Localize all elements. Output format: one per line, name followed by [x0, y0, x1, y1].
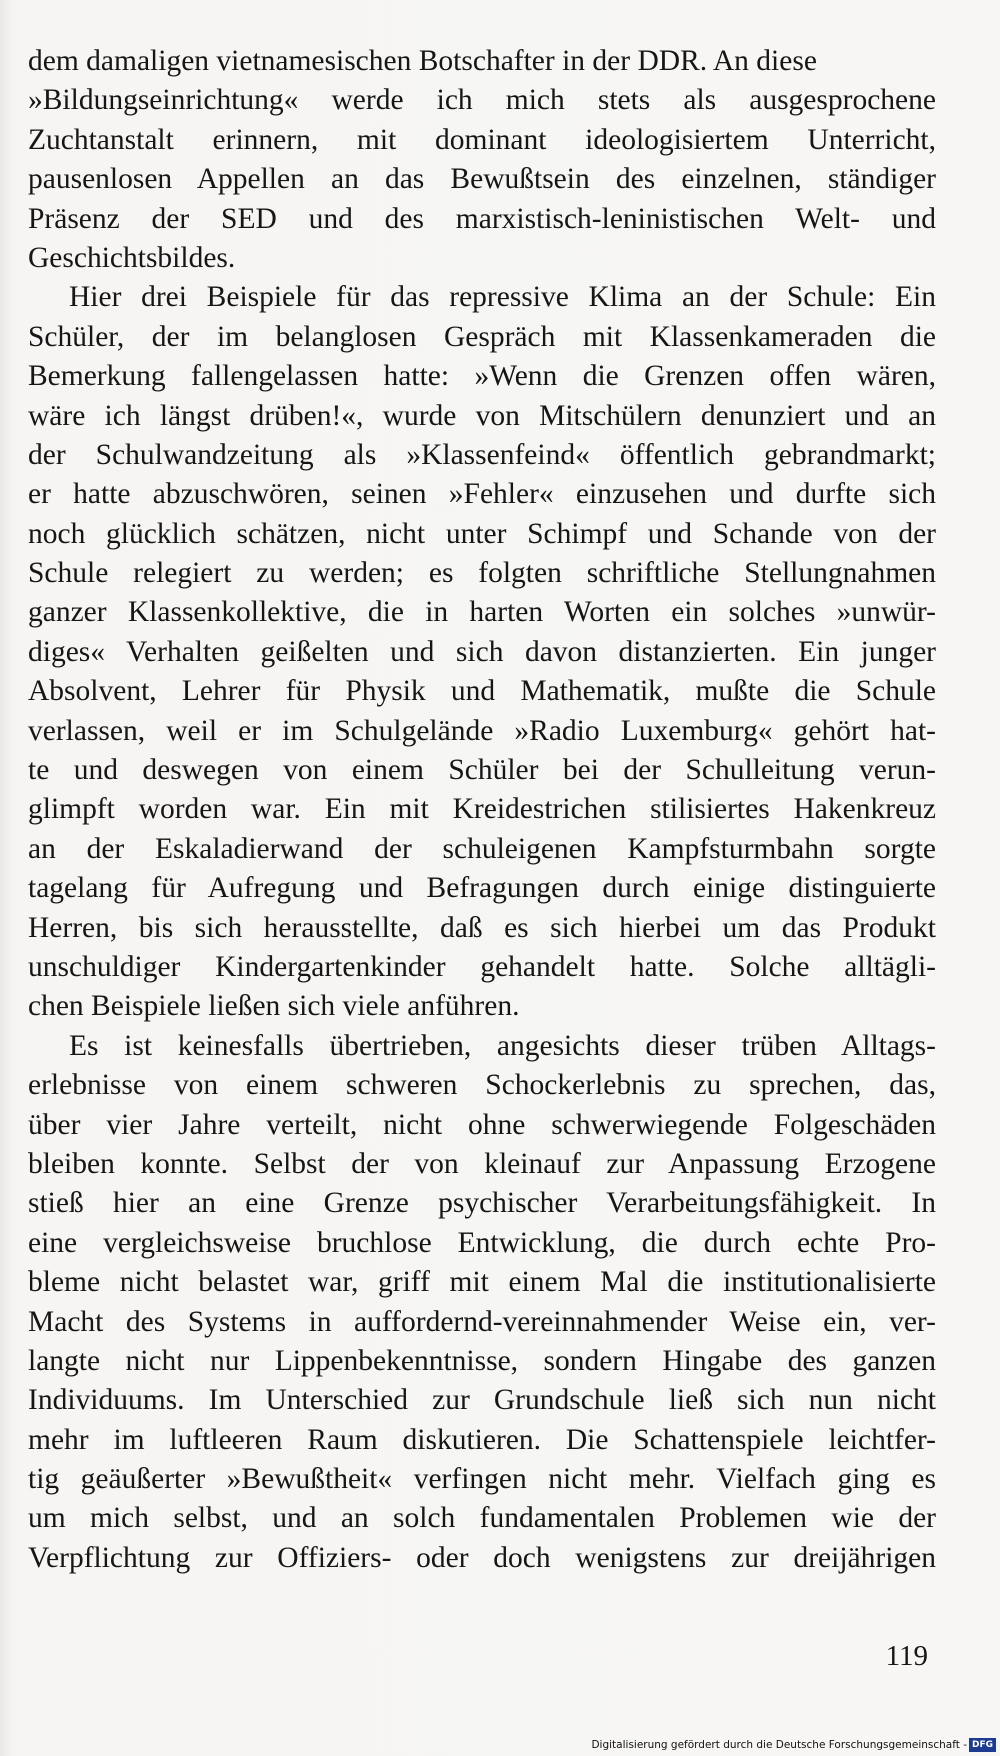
text-line: über vier Jahre verteilt, nicht ohne schwerwiegende Folgeschäden	[28, 1108, 936, 1141]
text-line: Schule relegiert zu werden; es folgten schriftliche Stellungnahmen	[28, 557, 936, 590]
text-line: bleiben konnte. Selbst der von kleinauf zur Anpassung Erzogene	[28, 1147, 936, 1180]
body-text	[28, 42, 936, 1578]
text-line: glimpft worden war. Ein mit Kreidestrichen stilisiertes Hakenkreuz	[28, 793, 936, 826]
text-line: diges« Verhalten geißelten und sich davon distanzierten. Ein junger	[28, 635, 936, 668]
text-line: Bemerkung fallengelassen hatte: »Wenn die Grenzen offen wären,	[28, 360, 936, 393]
text-line: Absolvent, Lehrer für Physik und Mathematik, mußte die Schule	[28, 675, 936, 708]
text-line: Hier drei Beispiele für das repressive Klima an der Schule: Ein	[69, 281, 936, 314]
text-line: tagelang für Aufregung und Befragungen durch einige distinguierte	[28, 872, 936, 905]
text-line: pausenlosen Appellen an das Bewußtsein des einzelnen, ständiger	[28, 163, 936, 196]
digitization-footer	[591, 1738, 996, 1752]
text-line: verlassen, weil er im Schulgelände »Radio Luxemburg« gehört hat-	[28, 714, 936, 747]
text-line: Es ist keinesfalls übertrieben, angesichts dieser trüben Alltags-	[69, 1029, 936, 1062]
text-line: eine vergleichsweise bruchlose Entwicklung, die durch echte Pro-	[28, 1226, 936, 1259]
text-line: ganzer Klassenkollektive, die in harten Worten ein solches »unwür-	[28, 596, 936, 629]
text-line: langte nicht nur Lippenbekenntnisse, sondern Hingabe des ganzen	[28, 1344, 936, 1377]
text-line: Macht des Systems in auffordernd-vereinnahmender Weise ein, ver-	[28, 1305, 936, 1338]
text-line: te und deswegen von einem Schüler bei der Schulleitung verun-	[28, 754, 936, 787]
text-line: er hatte abzuschwören, seinen »Fehler« einzusehen und durfte sich	[28, 478, 936, 511]
text-line: mehr im luftleeren Raum diskutieren. Die Schattenspiele leichtfer-	[28, 1423, 936, 1456]
text-line: unschuldiger Kindergartenkinder gehandelt hatte. Solche alltägli-	[28, 950, 936, 983]
footer-credit: Digitalisierung gefördert durch die Deutsche Forschungsgemeinschaft -	[591, 1739, 967, 1751]
text-line: stieß hier an eine Grenze psychischer Verarbeitungsfähigkeit. In	[28, 1187, 936, 1220]
text-line: bleme nicht belastet war, griff mit einem Mal die institutionalisierte	[28, 1266, 936, 1299]
text-line: an der Eskaladierwand der schuleigenen Kampfsturmbahn sorgte	[28, 832, 936, 865]
text-line: wäre ich längst drüben!«, wurde von Mitschülern denunziert und an	[28, 399, 936, 432]
text-line: noch glücklich schätzen, nicht unter Schimpf und Schande von der	[28, 517, 936, 550]
text-line: »Bildungseinrichtung« werde ich mich stets als ausgesprochene	[28, 84, 936, 117]
text-line: Präsenz der SED und des marxistisch-leninistischen Welt- und	[28, 202, 936, 235]
dfg-logo-icon: DFG	[969, 1738, 996, 1752]
text-line: dem damaligen vietnamesischen Botschafter in der DDR. An diese	[28, 45, 817, 77]
text-line: Herren, bis sich herausstellte, daß es sich hierbei um das Produkt	[28, 911, 936, 944]
text-line: Individuums. Im Unterschied zur Grundschule ließ sich nun nicht	[28, 1384, 936, 1417]
text-line: Geschichtsbildes.	[28, 241, 236, 274]
text-line: chen Beispiele ließen sich viele anführen.	[28, 990, 520, 1023]
text-line: tig geäußerter »Bewußtheit« verfingen nicht mehr. Vielfach ging es	[28, 1463, 936, 1496]
text-line: der Schulwandzeitung als »Klassenfeind« öffentlich gebrandmarkt;	[28, 438, 936, 471]
text-line: Verpflichtung zur Offiziers- oder doch wenigstens zur dreijährigen	[28, 1541, 936, 1574]
text-line: Zuchtanstalt erinnern, mit dominant ideologisiertem Unterricht,	[28, 123, 936, 156]
text-line: erlebnisse von einem schweren Schockerlebnis zu sprechen, das,	[28, 1069, 936, 1102]
text-line: um mich selbst, und an solch fundamentalen Problemen wie der	[28, 1502, 936, 1535]
text-line: Schüler, der im belanglosen Gespräch mit Klassenkameraden die	[28, 320, 936, 353]
page-number: 119	[885, 1640, 928, 1672]
